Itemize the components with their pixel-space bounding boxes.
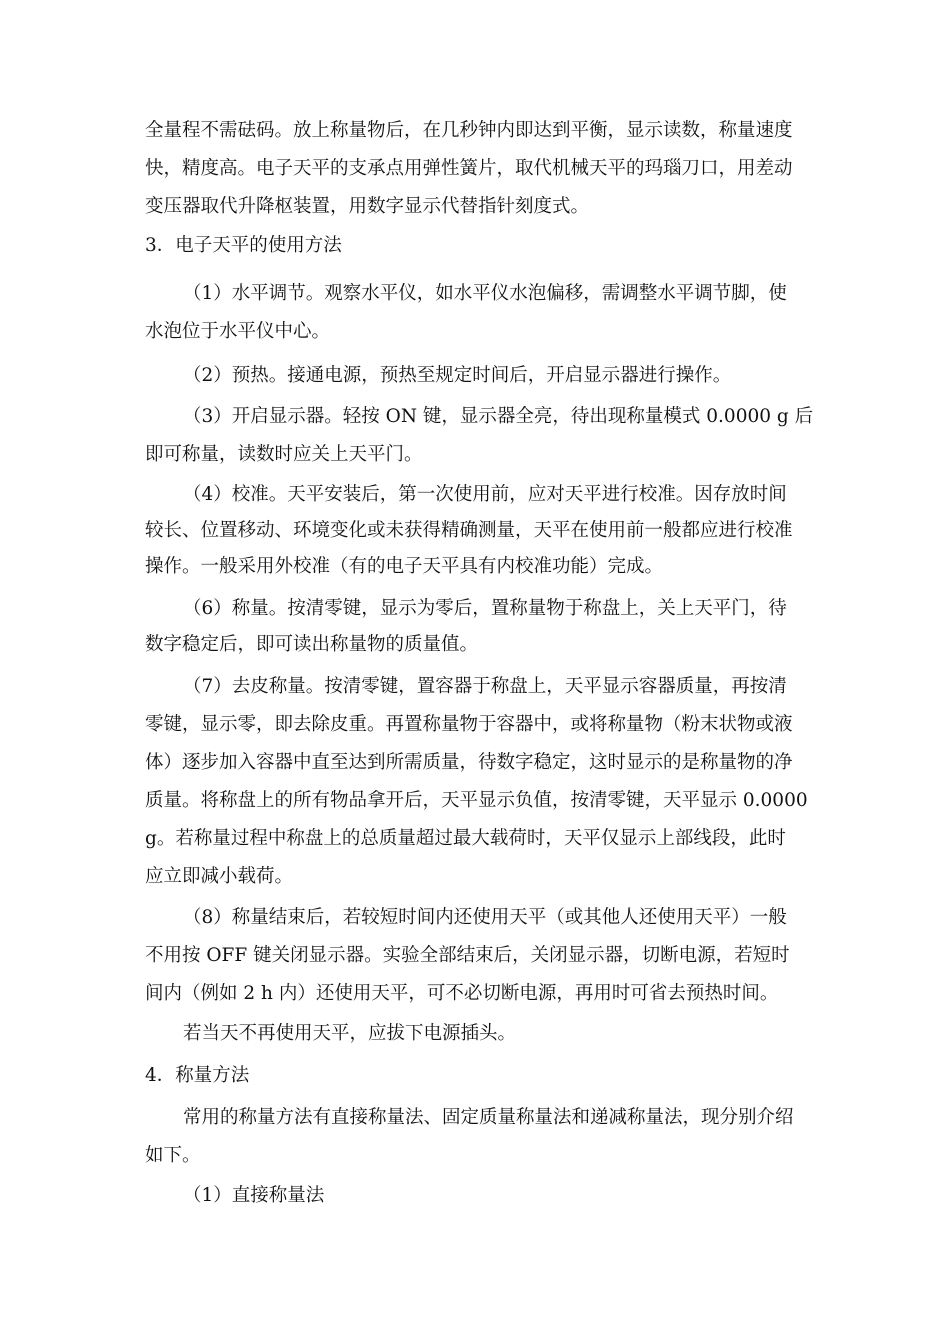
paragraph-line: （7）去皮称量。按清零键，置容器于称盘上，天平显示容器质量，再按清 [183,676,787,697]
paragraph-line: 体）逐步加入容器中直至达到所需质量，待数字稳定，这时显示的是称量物的净 [145,752,793,773]
paragraph-line: 操作。一般采用外校准（有的电子天平具有内校准功能）完成。 [145,556,664,577]
paragraph-line: （3）开启显示器。轻按 ON 键，显示器全亮，待出现称量模式 0.0000 g 后 [183,406,814,427]
paragraph-line: 如下。 [145,1145,201,1166]
section-heading: 4．称量方法 [145,1065,250,1086]
paragraph-line: 间内（例如 2 h 内）还使用天平，可不必切断电源，再用时可省去预热时间。 [145,983,779,1004]
paragraph-line: （8）称量结束后，若较短时间内还使用天平（或其他人还使用天平）一般 [183,907,787,928]
subsection-heading: （1）直接称量法 [183,1185,325,1206]
section-heading: 3．电子天平的使用方法 [145,235,342,256]
paragraph-line: 水泡位于水平仪中心。 [145,321,331,342]
paragraph-line: 较长、位置移动、环境变化或未获得精确测量，天平在使用前一般都应进行校准 [145,520,793,541]
paragraph-line: 即可称量，读数时应关上天平门。 [145,444,423,465]
paragraph-line: 快，精度高。电子天平的支承点用弹性簧片，取代机械天平的玛瑙刀口，用差动 [145,158,793,179]
paragraph-line: （2）预热。接通电源，预热至规定时间后，开启显示器进行操作。 [183,365,732,386]
paragraph-line: 质量。将称盘上的所有物品拿开后，天平显示负值，按清零键，天平显示 0.0000 [145,790,808,811]
paragraph-line: 应立即减小载荷。 [145,866,294,887]
paragraph-line: 不用按 OFF 键关闭显示器。实验全部结束后，关闭显示器，切断电源，若短时 [145,945,790,966]
paragraph-line: （6）称量。按清零键，显示为零后，置称量物于称盘上，关上天平门，待 [183,598,787,619]
paragraph-line: 若当天不再使用天平，应拔下电源插头。 [183,1023,517,1044]
paragraph-line: 数字稳定后，即可读出称量物的质量值。 [145,634,479,655]
paragraph-line: g。若称量过程中称盘上的总质量超过最大载荷时，天平仅显示上部线段，此时 [145,828,786,849]
paragraph-line: 变压器取代升降枢装置，用数字显示代替指针刻度式。 [145,196,590,217]
paragraph-line: 常用的称量方法有直接称量法、固定质量称量法和递减称量法，现分别介绍 [183,1107,794,1128]
paragraph-line: 零键，显示零，即去除皮重。再置称量物于容器中，或将称量物（粉末状物或液 [145,714,793,735]
paragraph-line: 全量程不需砝码。放上称量物后，在几秒钟内即达到平衡，显示读数，称量速度 [145,120,793,141]
paragraph-line: （1）水平调节。观察水平仪，如水平仪水泡偏移，需调整水平调节脚，使 [183,283,787,304]
paragraph-line: （4）校准。天平安装后，第一次使用前，应对天平进行校准。因存放时间 [183,484,787,505]
